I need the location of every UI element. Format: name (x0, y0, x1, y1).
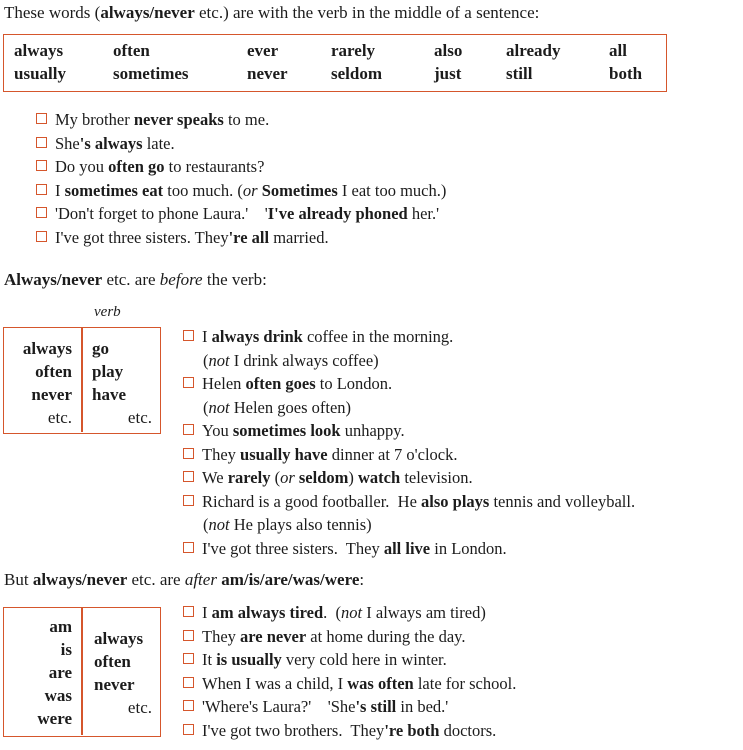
intro-text (4, 3, 539, 23)
list-item: I am always tired. (not I always am tired) (183, 601, 516, 625)
be-verb-column: am is are was were (37, 617, 72, 728)
checkbox-square-icon (183, 542, 194, 553)
list-item: Helen often goes to London. (183, 372, 635, 396)
intro-part2: etc.) are with the verb in the middle of a sentence: (194, 3, 540, 22)
intro-bold: always/never (100, 3, 195, 22)
checkbox-square-icon (183, 495, 194, 506)
adverb-ever: ever (247, 41, 279, 60)
examples-list-1 (36, 108, 446, 249)
checkbox-square-icon (36, 160, 47, 171)
checkbox-square-icon (183, 630, 194, 641)
list-item: I've got three sisters. They're all married. (36, 226, 446, 250)
adverb-always: always (14, 41, 64, 60)
adverb-column: always often never etc. (94, 629, 152, 717)
checkbox-square-icon (183, 424, 194, 435)
checkbox-square-icon (183, 471, 194, 482)
list-item-note: (not He plays also tennis) (203, 515, 372, 534)
list-item: When I was a child, I was often late for school. (183, 672, 516, 696)
checkbox-square-icon (183, 724, 194, 735)
checkbox-square-icon (36, 231, 47, 242)
examples-list-2 (183, 325, 635, 560)
after-be-table (3, 607, 161, 737)
adverbs-box (3, 34, 667, 92)
checkbox-square-icon (183, 330, 194, 341)
adverb-never: never (247, 64, 288, 83)
examples-list-3 (183, 601, 516, 742)
checkbox-square-icon (36, 207, 47, 218)
checkbox-square-icon (183, 700, 194, 711)
adverb-all: all (609, 41, 627, 60)
checkbox-square-icon (36, 184, 47, 195)
list-item: They usually have dinner at 7 o'clock. (183, 443, 635, 467)
verb-column: go play have etc. (92, 339, 152, 427)
list-item: I sometimes eat too much. (or Sometimes I eat too much.) (36, 179, 446, 203)
section3-heading: But always/never etc. are after am/is/are/was/were: (4, 570, 365, 589)
adverb-also: also (434, 41, 463, 60)
list-item: You sometimes look unhappy. (183, 419, 635, 443)
checkbox-square-icon (183, 677, 194, 688)
adverb-seldom: seldom (331, 64, 382, 83)
list-item: I've got three sisters. They all live in London. (183, 537, 635, 561)
list-item: She's always late. (36, 132, 446, 156)
list-item: They are never at home during the day. (183, 625, 516, 649)
list-item: 'Don't forget to phone Laura.' 'I've already phoned her.' (36, 202, 446, 226)
list-item-note: (not Helen goes often) (203, 397, 352, 417)
checkbox-square-icon (36, 113, 47, 124)
adverb-both: both (609, 64, 643, 83)
checkbox-square-icon (36, 137, 47, 148)
adverb-already: already (506, 41, 561, 60)
list-item: Do you often go to restaurants? (36, 155, 446, 179)
adverb-column: always often never etc. (22, 339, 72, 427)
list-item: I've got two brothers. They're both doctors. (183, 719, 516, 743)
checkbox-square-icon (183, 377, 194, 388)
checkbox-square-icon (183, 448, 194, 459)
adverb-sometimes: sometimes (113, 64, 189, 83)
checkbox-square-icon (183, 653, 194, 664)
adverb-just: just (434, 64, 462, 83)
list-item: I always drink coffee in the morning. (183, 325, 635, 349)
checkbox-square-icon (183, 606, 194, 617)
intro-part1: These words ( (4, 3, 101, 22)
list-item: Richard is a good footballer. He also plays tennis and volleyball. (183, 490, 635, 514)
section2-heading: Always/never etc. are before the verb: (4, 270, 267, 289)
table-divider (81, 328, 83, 432)
list-item: My brother never speaks to me. (36, 108, 446, 132)
adverb-usually: usually (14, 64, 66, 83)
verb-label: verb (94, 304, 121, 320)
before-verb-table (3, 327, 161, 434)
list-item-note: (not I drink always coffee) (203, 350, 379, 370)
adverb-rarely: rarely (331, 41, 376, 60)
list-item: 'Where's Laura?' 'She's still in bed.' (183, 695, 516, 719)
adverb-still: still (506, 64, 533, 83)
table-divider (81, 608, 83, 735)
list-item: We rarely (or seldom) watch television. (183, 466, 635, 490)
list-item: It is usually very cold here in winter. (183, 648, 516, 672)
adverb-often: often (113, 41, 150, 60)
